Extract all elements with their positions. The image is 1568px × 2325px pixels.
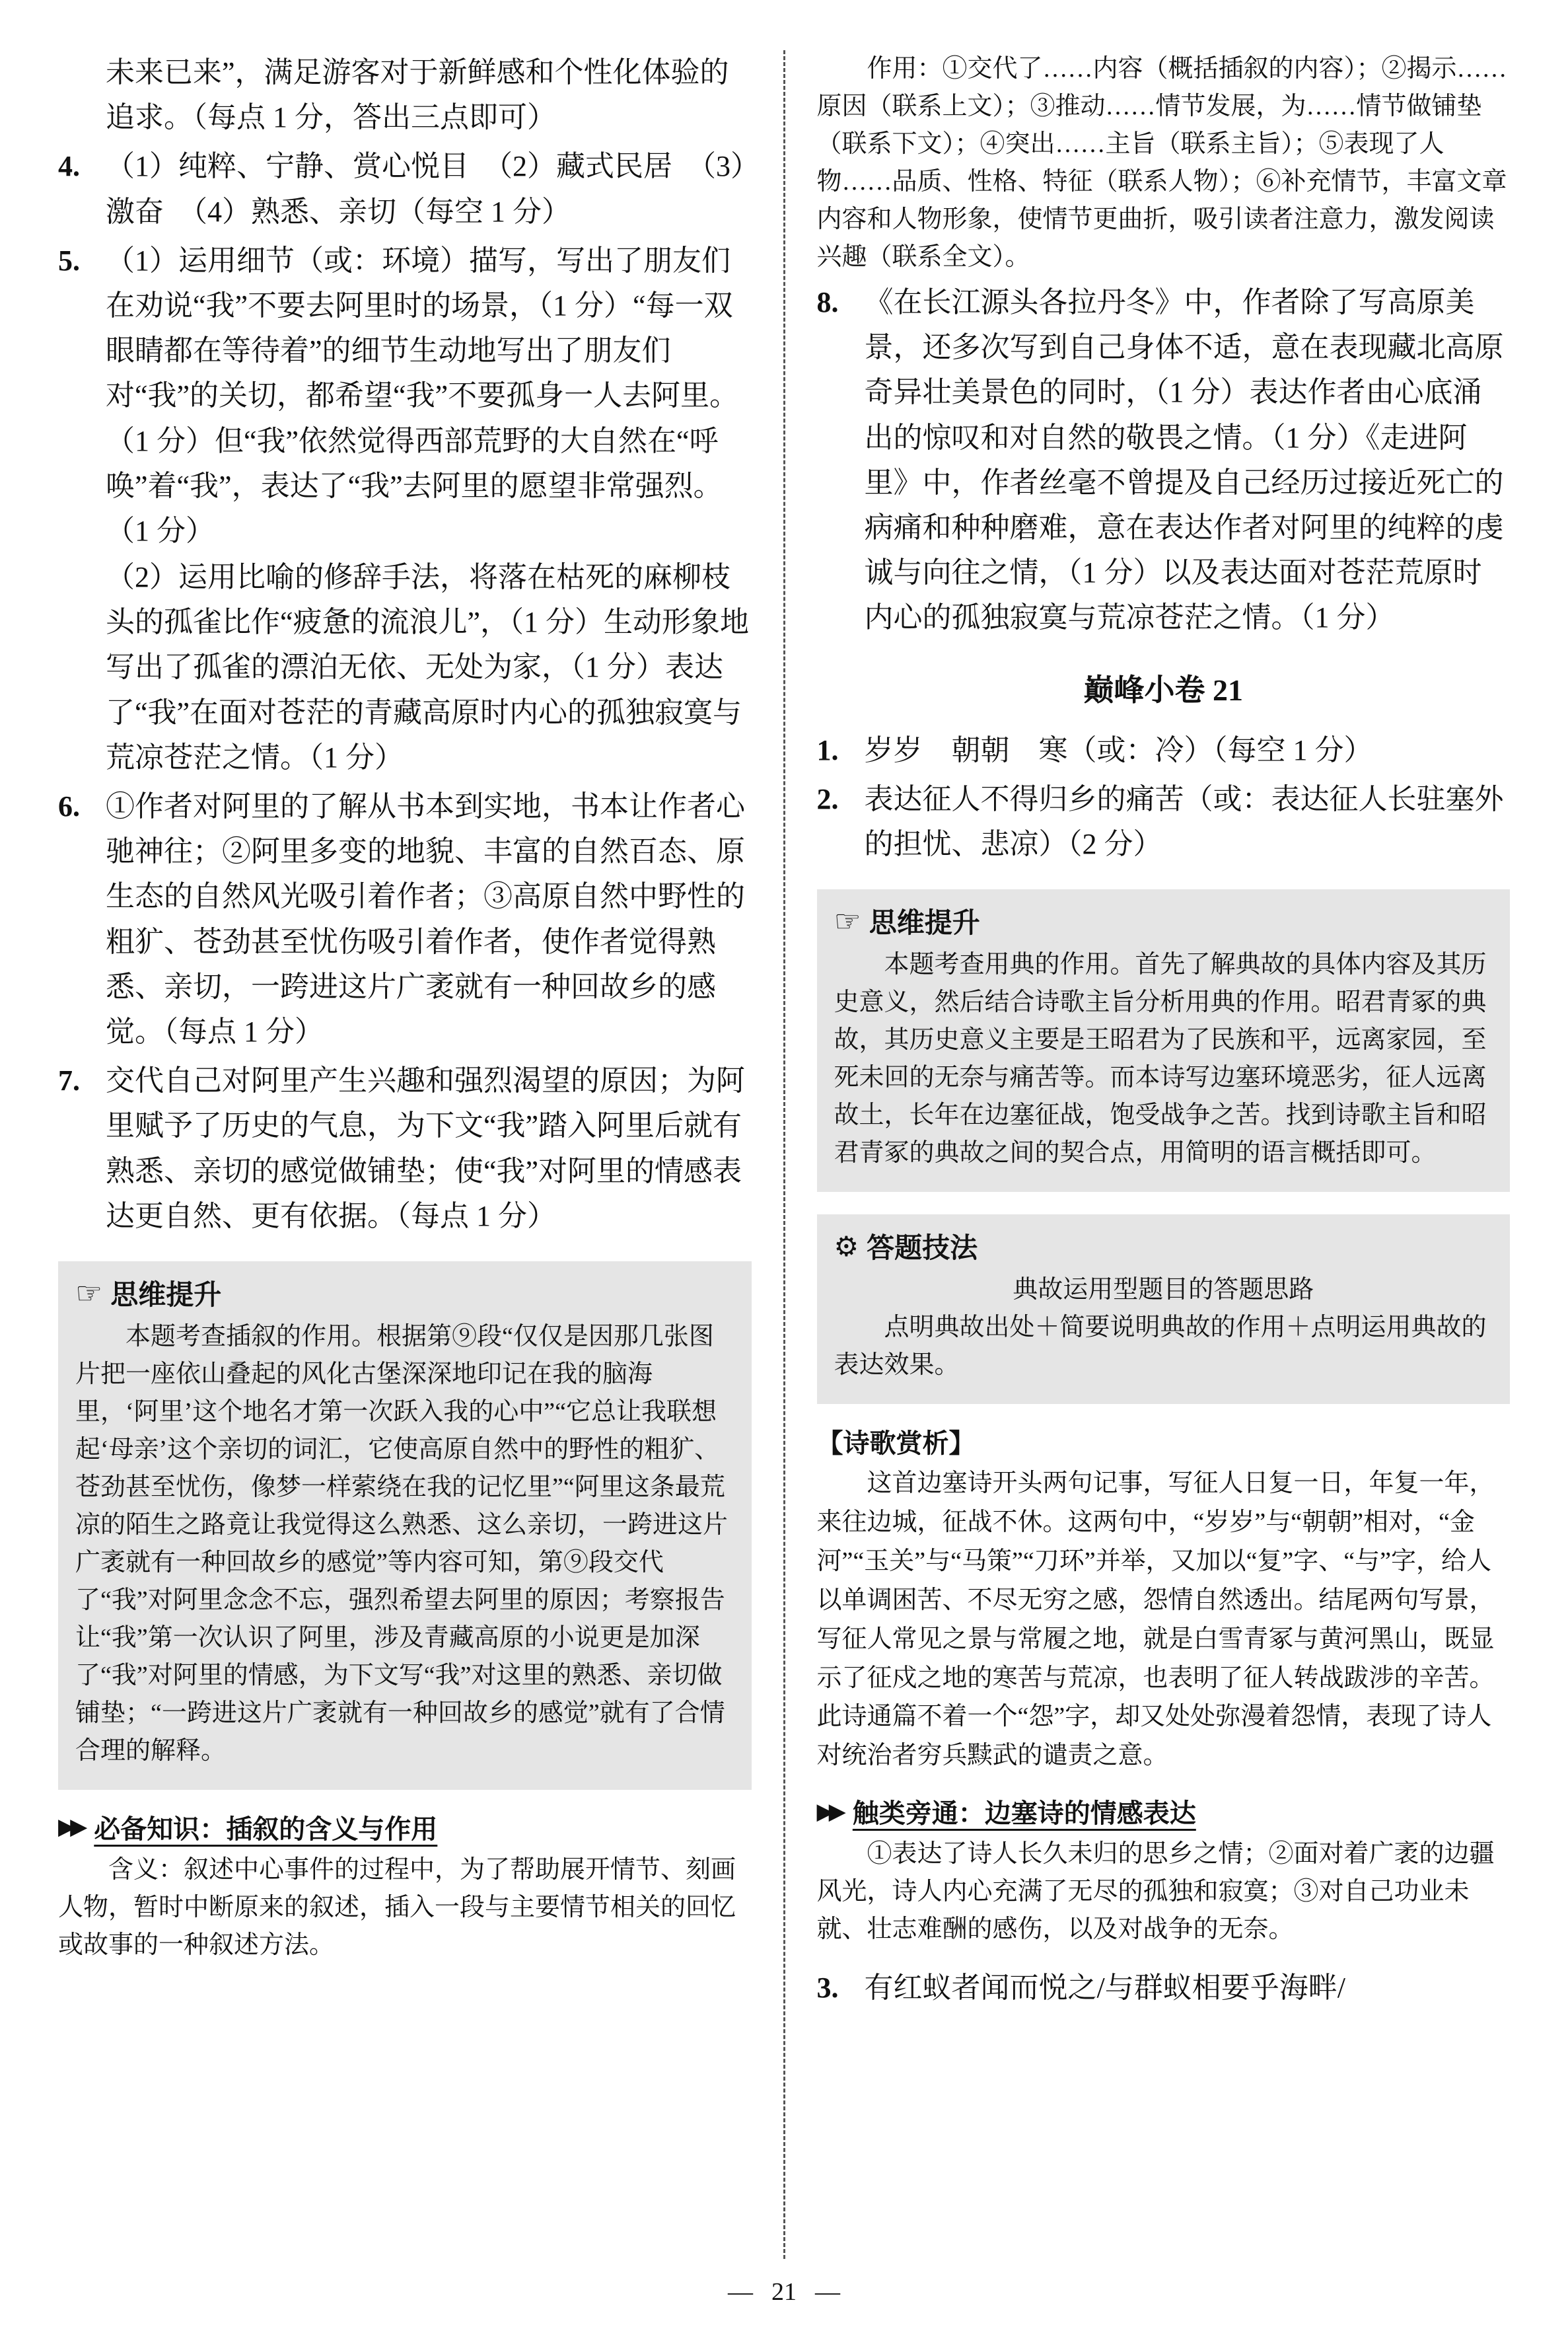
gear-icon: ⚙ <box>834 1230 859 1263</box>
item-text: 《在长江源头各拉丹冬》中，作者除了写高原美景，还多次写到自己身体不适，意在表现藏北高原奇异壮美景色的同时，（1 分）表达作者由心底涌出的惊叹和对自然的敬畏之情。（1 分）《走进阿里》中，作者丝毫不曾提及自己经历过接近死亡的病痛和种种磨难，意在表达作者对阿里的纯粹的虔诚与向往之情，（1 分）以及表达面对苍茫荒原时内心的孤独寂寞与荒凉苍茫之情。（1 分） <box>864 286 1504 634</box>
box-body-text: 本题考查插叙的作用。根据第⑨段“仅仅是因那几张图片把一座依山叠起的风化古堡深深地印记在我的脑海里，‘阿里’这个地名才第一次跃入我的心中”“它总让我联想起‘母亲’这个亲切的词汇，它使高原自然中的野性的粗犷、苍劲甚至忧伤，像梦一样萦绕在我的记忆里”“阿里这条最荒凉的陌生之路竟让我觉得这么熟悉、这么亲切，一跨进这片广袤就有一种回故乡的感觉”等内容可知，第⑨段交代了“我”对阿里念念不忘，强烈希望去阿里的原因；考察报告让“我”第一次认识了阿里，涉及青藏高原的小说更是加深了“我”对阿里的情感，为下文写“我”对这里的熟悉、亲切做铺垫；“一跨进这片广袤就有一种回故乡的感觉”就有了合情合理的解释。 <box>75 1322 729 1765</box>
item-text: ①作者对阿里的了解从书本到实地，书本让作者心驰神往；②阿里多变的地貌、丰富的自然百态、原生态的自然风光吸引着作者；③高原自然中野性的粗犷、苍劲甚至忧伤吸引着作者，使作者觉得熟悉、亲切，一跨进这片广袤就有一种回故乡的感觉。（每点 1 分） <box>106 790 745 1048</box>
section-heading <box>58 1808 752 1846</box>
box-title: 答题技法 <box>867 1234 978 1265</box>
answer-item-7 <box>58 1058 752 1239</box>
footer-dash: — <box>728 2278 753 2306</box>
item-text: 交代自己对阿里产生兴趣和强烈渴望的原因；为阿里赋予了历史的气息，为下文“我”踏入阿里后就有熟悉、亲切的感觉做铺垫；使“我”对阿里的情感表达更自然、更有依据。（每点 1 分） <box>106 1064 745 1232</box>
item-number: 5. <box>58 244 80 277</box>
section-title: 触类旁通：边塞诗的情感表达 <box>852 1798 1196 1829</box>
box-label <box>75 1273 734 1313</box>
item-number: 1. <box>816 733 839 766</box>
paper-title: 巅峰小卷 21 <box>1083 673 1243 707</box>
item-text: （2）运用比喻的修辞手法，将落在枯死的麻柳枝头的孤雀比作“疲惫的流浪儿”，（1 分）生动形象地写出了孤雀的漂泊无依、无处为家，（1 分）表达了“我”在面对苍茫的青藏高原时内心的孤独寂寞与荒凉苍茫之情。（1 分） <box>106 561 750 774</box>
item-number: 8. <box>816 286 839 318</box>
section-title: 必备知识：插叙的含义与作用 <box>94 1814 438 1844</box>
answer-item-3 <box>817 1966 1511 2011</box>
item-text: 表达征人不得归乡的痛苦（或：表达征人长驻塞外的担忧、悲凉）（2 分） <box>864 782 1504 860</box>
answer-item-6 <box>58 784 752 1054</box>
item-number: 4. <box>58 150 80 183</box>
item-text: （1）运用细节（或：环境）描写，写出了朋友们在劝说“我”不要去阿里时的场景，（1 分）“每一双眼睛都在等待着”的细节生动地写出了朋友们对“我”的关切，都希望“我”不要孤身一人去阿里。（1 分）但“我”依然觉得西部荒野的大自然在“呼唤”着“我”，表达了“我”去阿里的愿望非常强烈。（1 分） <box>106 244 739 547</box>
section-body-text: 含义：叙述中心事件的过程中，为了帮助展开情节、刻画人物，暂时中断原来的叙述，插入一段与主要情节相关的回忆或故事的一种叙述方法。 <box>58 1855 736 1959</box>
item-text: （1）纯粹、宁静、赏心悦目 （2）藏式民居 （3）激奋 （4）熟悉、亲切（每空 1 分） <box>106 150 745 228</box>
box-body-text: 点明典故出处＋简要说明典故的作用＋点明运用典故的表达效果。 <box>834 1313 1487 1380</box>
answer-item-5 <box>58 239 752 780</box>
thinking-boost-box <box>58 1261 752 1790</box>
section-title: 【诗歌赏析】 <box>816 1428 976 1459</box>
box-label <box>834 1226 1493 1266</box>
box-title: 思维提升 <box>869 908 980 940</box>
item-number: 2. <box>816 782 839 815</box>
section-body-text: 这首边塞诗开头两句记事，写征人日复一日，年复一年，来往边城，征战不休。这两句中，“岁岁”与“朝朝”相对，“金河”“玉关”与“马策”“刀环”并举，又加以“复”字、“与”字，给人以单调困苦、不尽无穷之感，怨情自然透出。结尾两句写景，写征人常见之景与常履之地，就是白雪青冢与黄河黑山，既显示了征戍之地的寒苦与荒凉，也表明了征人转战跋涉的辛苦。此诗通篇不着一个“怨”字，却又处处弥漫着怨情，表现了诗人对统治者穷兵黩武的谴责之意。 <box>816 1469 1495 1770</box>
footer-dash: — <box>815 2278 840 2306</box>
page-number: 21 <box>771 2278 797 2306</box>
poetry-appreciation-section <box>817 1422 1511 1775</box>
item-text: 岁岁 朝朝 寒（或：冷）（每空 1 分） <box>864 733 1373 766</box>
box-title: 思维提升 <box>110 1280 222 1311</box>
thinking-boost-box <box>817 889 1511 1192</box>
page-footer <box>0 2277 1568 2307</box>
double-arrow-icon: ▶▶ <box>816 1798 841 1825</box>
pointing-hand-icon: ☞ <box>75 1274 103 1311</box>
two-column-layout <box>58 50 1510 2259</box>
answer-technique-box <box>817 1214 1511 1404</box>
box-subtitle: 典故运用型题目的答题思路 <box>1013 1276 1314 1304</box>
essential-knowledge-section <box>58 1808 752 1964</box>
box-body-text: 本题考查用典的作用。首先了解典故的具体内容及其历史意义，然后结合诗歌主旨分析用典的作用。昭君青冢的典故，其历史意义主要是王昭君为了民族和平，远离家园，至死未回的无奈与痛苦等。而本诗写边塞环境恶劣，征人远离故土，长年在边塞征战，饱受战争之苦。找到诗歌主旨和昭君青冢的典故之间的契合点，用简明的语言概括即可。 <box>834 951 1487 1167</box>
answer-item-4 <box>58 144 752 234</box>
section-heading <box>817 1792 1511 1830</box>
right-column <box>785 50 1511 2259</box>
item-number: 3. <box>816 1972 839 2005</box>
box-label <box>834 901 1493 941</box>
left-column <box>58 50 783 2259</box>
pointing-hand-icon: ☞ <box>834 903 861 940</box>
analogy-section <box>817 1792 1511 1948</box>
item-number: 7. <box>58 1064 80 1097</box>
item-text: 有红蚁者闻而悦之/与群蚁相要乎海畔/ <box>864 1972 1345 2005</box>
section-body-text: ①表达了诗人长久未归的思乡之情；②面对着广袤的边疆风光，诗人内心充满了无尽的孤独和寂寞；③对自己功业未就、壮志难酬的感伤，以及对战争的无奈。 <box>816 1840 1495 1944</box>
double-arrow-icon: ▶▶ <box>58 1814 83 1841</box>
answer-item-2 <box>817 777 1511 867</box>
answer-continuation: 未来已来”，满足游客对于新鲜感和个性化体验的追求。（每点 1 分，答出三点即可） <box>106 56 729 134</box>
answer-item-8 <box>817 280 1511 641</box>
item-number: 6. <box>58 790 80 823</box>
answer-item-1 <box>817 728 1511 773</box>
knowledge-continuation: 作用：①交代了……内容（概括插叙的内容）；②揭示……原因（联系上文）；③推动……情节发展，为……情节做铺垫（联系下文）；④突出……主旨（联系主旨）；⑤表现了人物……品质、性格、特征（联系人物）；⑥补充情节，丰富文章内容和人物形象，使情节更曲折，吸引读者注意力，激发阅读兴趣（联系全文）。 <box>816 55 1507 271</box>
